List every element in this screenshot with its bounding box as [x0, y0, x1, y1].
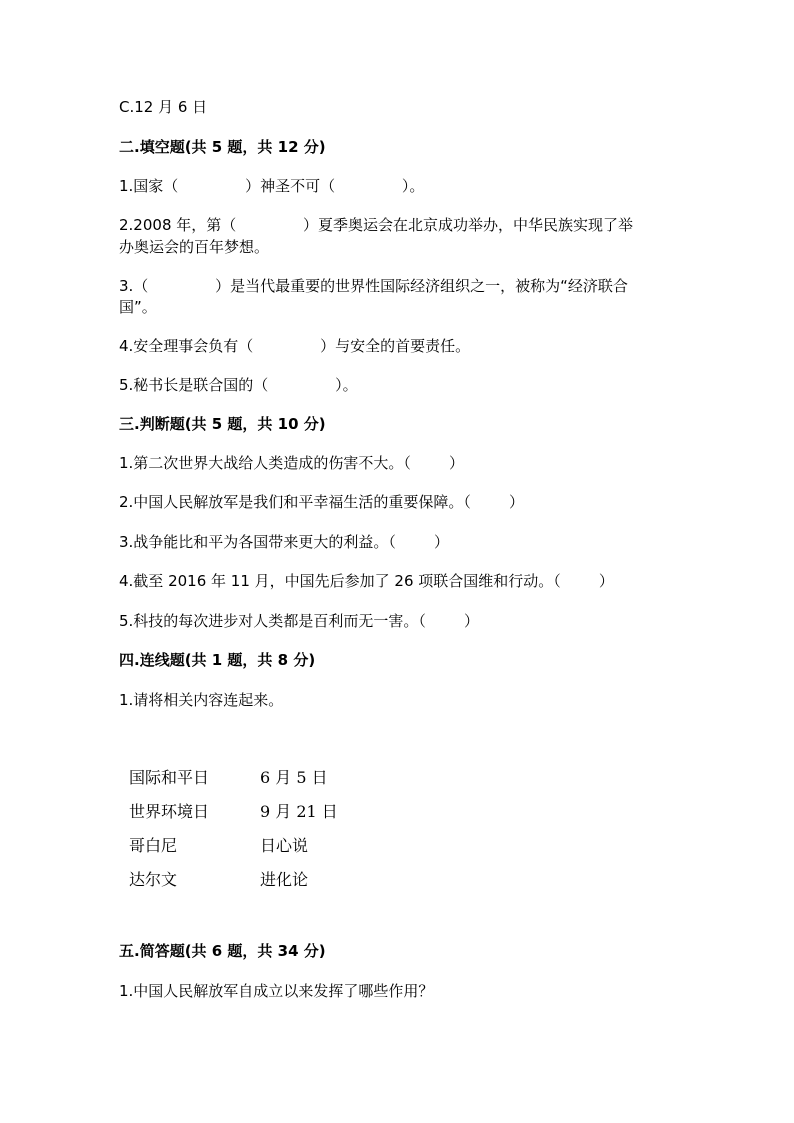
matching-row: [129, 768, 380, 802]
previous-option: C.12 月 6 日: [119, 98, 208, 116]
matching-row: [129, 802, 380, 836]
question-3: 3.战争能比和平为各国带来更大的利益。（ ）: [119, 533, 449, 551]
matching-left-item[interactable]: 世界环境日: [129, 802, 210, 821]
question-5: 5.秘书长是联合国的（ ）。: [119, 376, 358, 394]
question-1: 1.国家（ ）神圣不可（ ）。: [119, 177, 425, 195]
question-2-line-1: 2.2008 年，第（ ）夏季奥运会在北京成功举办，中华民族实现了举: [119, 216, 634, 234]
question-2-line-2: 办奥运会的百年梦想。: [119, 238, 270, 256]
question-2: 2.中国人民解放军是我们和平幸福生活的重要保障。（ ）: [119, 493, 524, 511]
matching-table: [129, 768, 380, 904]
matching-row: [129, 870, 380, 904]
question-3-line-1: 3.（ ）是当代最重要的世界性国际经济组织之一，被称为“经济联合: [119, 277, 628, 295]
section-heading: 二.填空题(共 5 题，共 12 分): [119, 138, 326, 156]
question-1: 1.第二次世界大战给人类造成的伤害不大。（ ）: [119, 454, 464, 472]
matching-right-item[interactable]: 日心说: [260, 836, 309, 855]
section-heading: 三.判断题(共 5 题，共 10 分): [119, 415, 326, 433]
question-1: 1.请将相关内容连起来。: [119, 691, 284, 709]
matching-row: [129, 836, 380, 870]
section-heading: 四.连线题(共 1 题，共 8 分): [119, 651, 316, 669]
section-heading: 五.简答题(共 6 题，共 34 分): [119, 942, 326, 960]
matching-left-item[interactable]: 国际和平日: [129, 768, 210, 787]
question-5: 5.科技的每次进步对人类都是百利而无一害。（ ）: [119, 612, 479, 630]
matching-left-item[interactable]: 达尔文: [129, 870, 178, 889]
matching-right-item[interactable]: 6 月 5 日: [260, 768, 328, 787]
matching-right-item[interactable]: 9 月 21 日: [260, 802, 338, 821]
question-4: 4.截至 2016 年 11 月，中国先后参加了 26 项联合国维和行动。（ ）: [119, 572, 614, 590]
question-4: 4.安全理事会负有（ ）与安全的首要责任。: [119, 337, 471, 355]
matching-left-item[interactable]: 哥白尼: [129, 836, 178, 855]
matching-right-item[interactable]: 进化论: [260, 870, 309, 889]
question-1: 1.中国人民解放军自成立以来发挥了哪些作用？: [119, 982, 434, 1000]
question-3-line-2: 国”。: [119, 298, 157, 316]
